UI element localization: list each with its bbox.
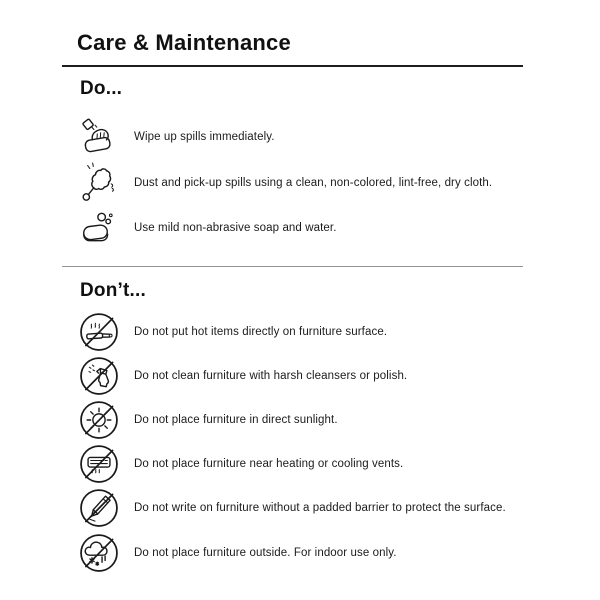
no-outdoor-use-icon [78, 531, 120, 575]
item-text: Dust and pick-up spills using a clean, non-colored, lint-free, dry cloth. [134, 177, 493, 189]
list-item [78, 398, 538, 442]
item-text: Do not place furniture outside. For indoor use only. [134, 547, 397, 559]
list-item [78, 486, 538, 530]
list-item [78, 310, 538, 354]
item-text: Do not clean furniture with harsh cleansers or polish. [134, 370, 408, 382]
no-direct-sunlight-icon [78, 398, 120, 442]
list-item [78, 161, 538, 205]
list-item [78, 206, 538, 250]
list-item [78, 531, 538, 575]
list-item [78, 354, 538, 398]
section-divider [62, 266, 523, 267]
soap-icon [78, 206, 120, 250]
item-text: Use mild non-abrasive soap and water. [134, 222, 337, 234]
dont-section-heading: Don’t... [80, 280, 146, 301]
no-writing-icon [78, 486, 120, 530]
feather-duster-icon [78, 161, 120, 205]
item-text: Do not put hot items directly on furniture surface. [134, 326, 388, 338]
list-item [78, 442, 538, 486]
item-text: Do not place furniture in direct sunlight. [134, 414, 338, 426]
wipe-cloth-icon [78, 115, 120, 159]
item-text: Do not place furniture near heating or cooling vents. [134, 458, 404, 470]
do-section-heading: Do... [80, 78, 123, 99]
item-text: Wipe up spills immediately. [134, 131, 275, 143]
list-item [78, 115, 538, 159]
page-title: Care & Maintenance [77, 30, 291, 55]
no-harsh-cleansers-icon [78, 354, 120, 398]
item-text: Do not write on furniture without a padded barrier to protect the surface. [134, 502, 506, 514]
no-heating-vents-icon [78, 442, 120, 486]
no-hot-items-icon [78, 310, 120, 354]
title-divider [62, 65, 523, 67]
